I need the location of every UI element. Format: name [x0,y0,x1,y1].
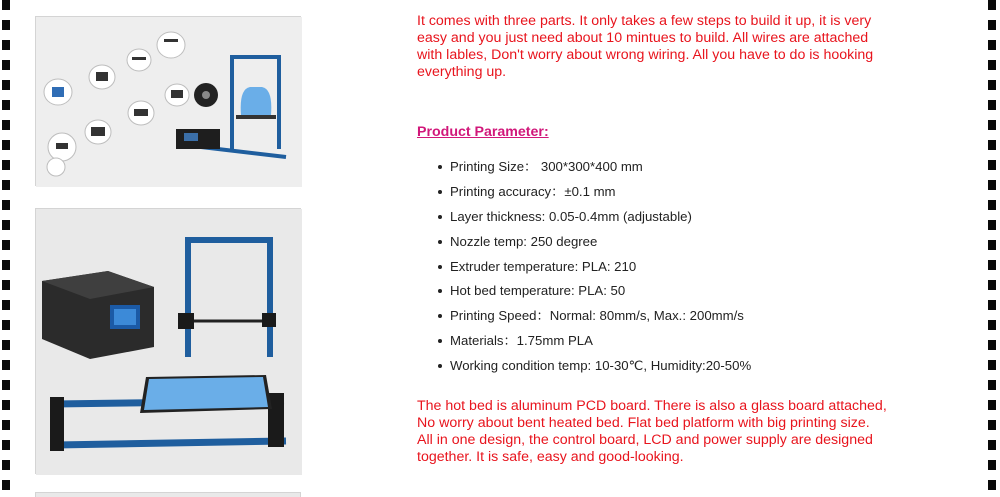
parameter-working-condition: Working condition temp: 10-30℃, Humidity:20-50% [438,357,751,382]
parameter-extruder-temperature: Extruder temperature: PLA: 210 [438,258,751,283]
printer-assembly-photo [35,208,301,474]
parameter-layer-thickness: Layer thickness: 0.05-0.4mm (adjustable) [438,208,751,233]
border-dash [2,480,10,490]
border-dash [988,340,996,350]
border-dash [2,60,10,70]
left-dashed-border [2,0,10,497]
parameter-nozzle-temp: Nozzle temp: 250 degree [438,233,751,258]
border-dash [2,100,10,110]
border-dash [2,340,10,350]
border-dash [988,360,996,370]
border-dash [988,420,996,430]
parameter-hot-bed-temperature: Hot bed temperature: PLA: 50 [438,282,751,307]
hot-bed-description: The hot bed is aluminum PCD board. There is also a glass board attached, No worry about bent heated bed. Flat bed platform with big printing size. All in one design, the control board, LCD and power supply are designed together. It is safe, easy and good-looking. [417,398,887,465]
border-dash [2,420,10,430]
border-dash [2,240,10,250]
border-dash [988,400,996,410]
border-dash [988,280,996,290]
border-dash [988,200,996,210]
border-dash [2,80,10,90]
border-dash [988,460,996,470]
border-dash [988,220,996,230]
border-dash [2,0,10,10]
border-dash [2,160,10,170]
border-dash [2,40,10,50]
product-parameter-heading: Product Parameter: [417,124,549,140]
border-dash [988,140,996,150]
border-dash [2,300,10,310]
border-dash [2,220,10,230]
printer-parts-photo [35,16,301,186]
border-dash [2,20,10,30]
border-dash [2,280,10,290]
right-dashed-border [988,0,996,497]
border-dash [988,100,996,110]
next-photo-edge [35,492,301,497]
parameter-printing-speed: Printing Speed：Normal: 80mm/s, Max.: 200mm/s [438,307,751,332]
border-dash [2,140,10,150]
border-dash [2,440,10,450]
border-dash [988,380,996,390]
border-dash [988,260,996,270]
border-dash [988,60,996,70]
border-dash [2,360,10,370]
parameter-printing-size: Printing Size： 300*300*400 mm [438,158,751,183]
border-dash [988,80,996,90]
border-dash [2,460,10,470]
border-dash [2,180,10,190]
border-dash [988,480,996,490]
border-dash [988,160,996,170]
border-dash [988,0,996,10]
border-dash [988,120,996,130]
border-dash [988,180,996,190]
border-dash [988,440,996,450]
border-dash [988,240,996,250]
border-dash [2,260,10,270]
border-dash [988,320,996,330]
intro-description: It comes with three parts. It only takes a few steps to build it up, it is very easy and you just need about 10 mintues to build. All wires are attached with lables, Don't worry about wrong wiring. All you have to do is hooking everything up. [417,13,874,80]
border-dash [988,20,996,30]
border-dash [2,320,10,330]
border-dash [988,40,996,50]
border-dash [2,120,10,130]
parameter-materials: Materials：1.75mm PLA [438,332,751,357]
parameter-printing-accuracy: Printing accuracy：±0.1 mm [438,183,751,208]
border-dash [2,400,10,410]
border-dash [2,200,10,210]
parameter-list [438,158,751,382]
border-dash [988,300,996,310]
border-dash [2,380,10,390]
